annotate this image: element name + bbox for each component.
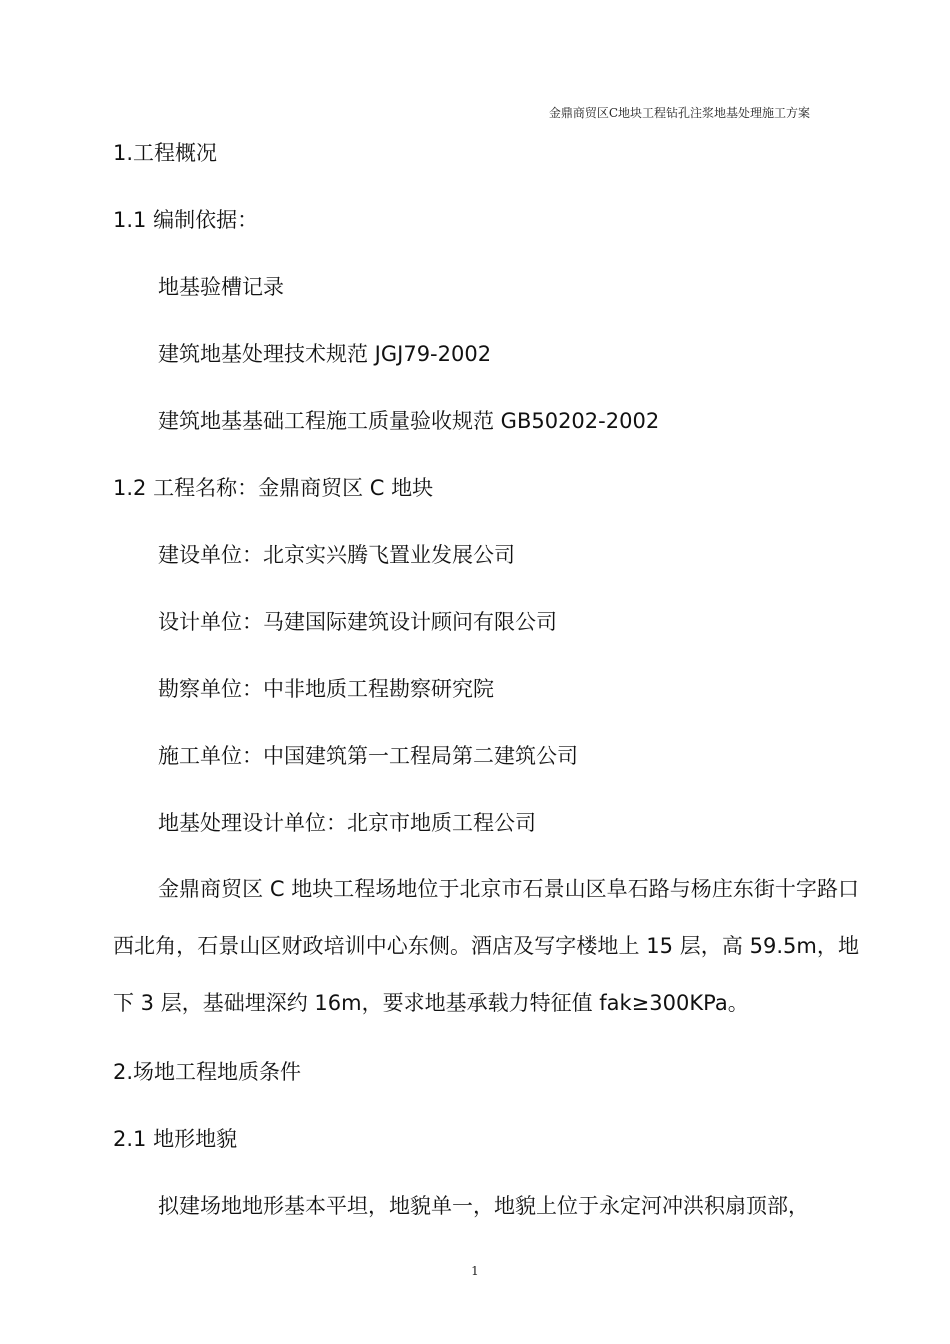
subsection-heading-1-2: 1.2 工程名称：金鼎商贸区 C 地块 (113, 476, 434, 500)
running-header: 金鼎商贸区C地块工程钻孔注浆地基处理施工方案 (548, 106, 810, 120)
section-heading-2: 2.场地工程地质条件 (113, 1060, 302, 1084)
basis-item-1: 地基验槽记录 (158, 275, 284, 299)
terrain-paragraph: 拟建场地地形基本平坦，地貌单一，地貌上位于永定河冲洪积扇顶部， (158, 1194, 809, 1218)
page-number: 1 (471, 1264, 479, 1278)
subsection-heading-2-1: 2.1 地形地貌 (113, 1127, 238, 1151)
construction-unit: 施工单位：中国建筑第一工程局第二建筑公司 (158, 744, 578, 768)
owner-unit: 建设单位：北京实兴腾飞置业发展公司 (158, 543, 515, 567)
foundation-design-unit: 地基处理设计单位：北京市地质工程公司 (158, 811, 536, 835)
basis-item-3: 建筑地基基础工程施工质量验收规范 GB50202-2002 (158, 409, 660, 433)
section-heading-1: 1.工程概况 (113, 141, 218, 165)
survey-unit: 勘察单位：中非地质工程勘察研究院 (158, 677, 494, 701)
subsection-heading-1-1: 1.1 编制依据： (113, 208, 259, 232)
basis-item-2: 建筑地基处理技术规范 JGJ79-2002 (158, 342, 492, 366)
design-unit: 设计单位：马建国际建筑设计顾问有限公司 (158, 610, 557, 634)
project-location-paragraph: 金鼎商贸区 C 地块工程场地位于北京市石景山区阜石路与杨庄东街十字路口西北角，石景山区财政培训中心东侧。酒店及写字楼地上 15 层，高 59.5m，地下 3 层，基础埋深约 16m，要求地基承载力特征值 fak≥300KPa。 (113, 877, 859, 1015)
